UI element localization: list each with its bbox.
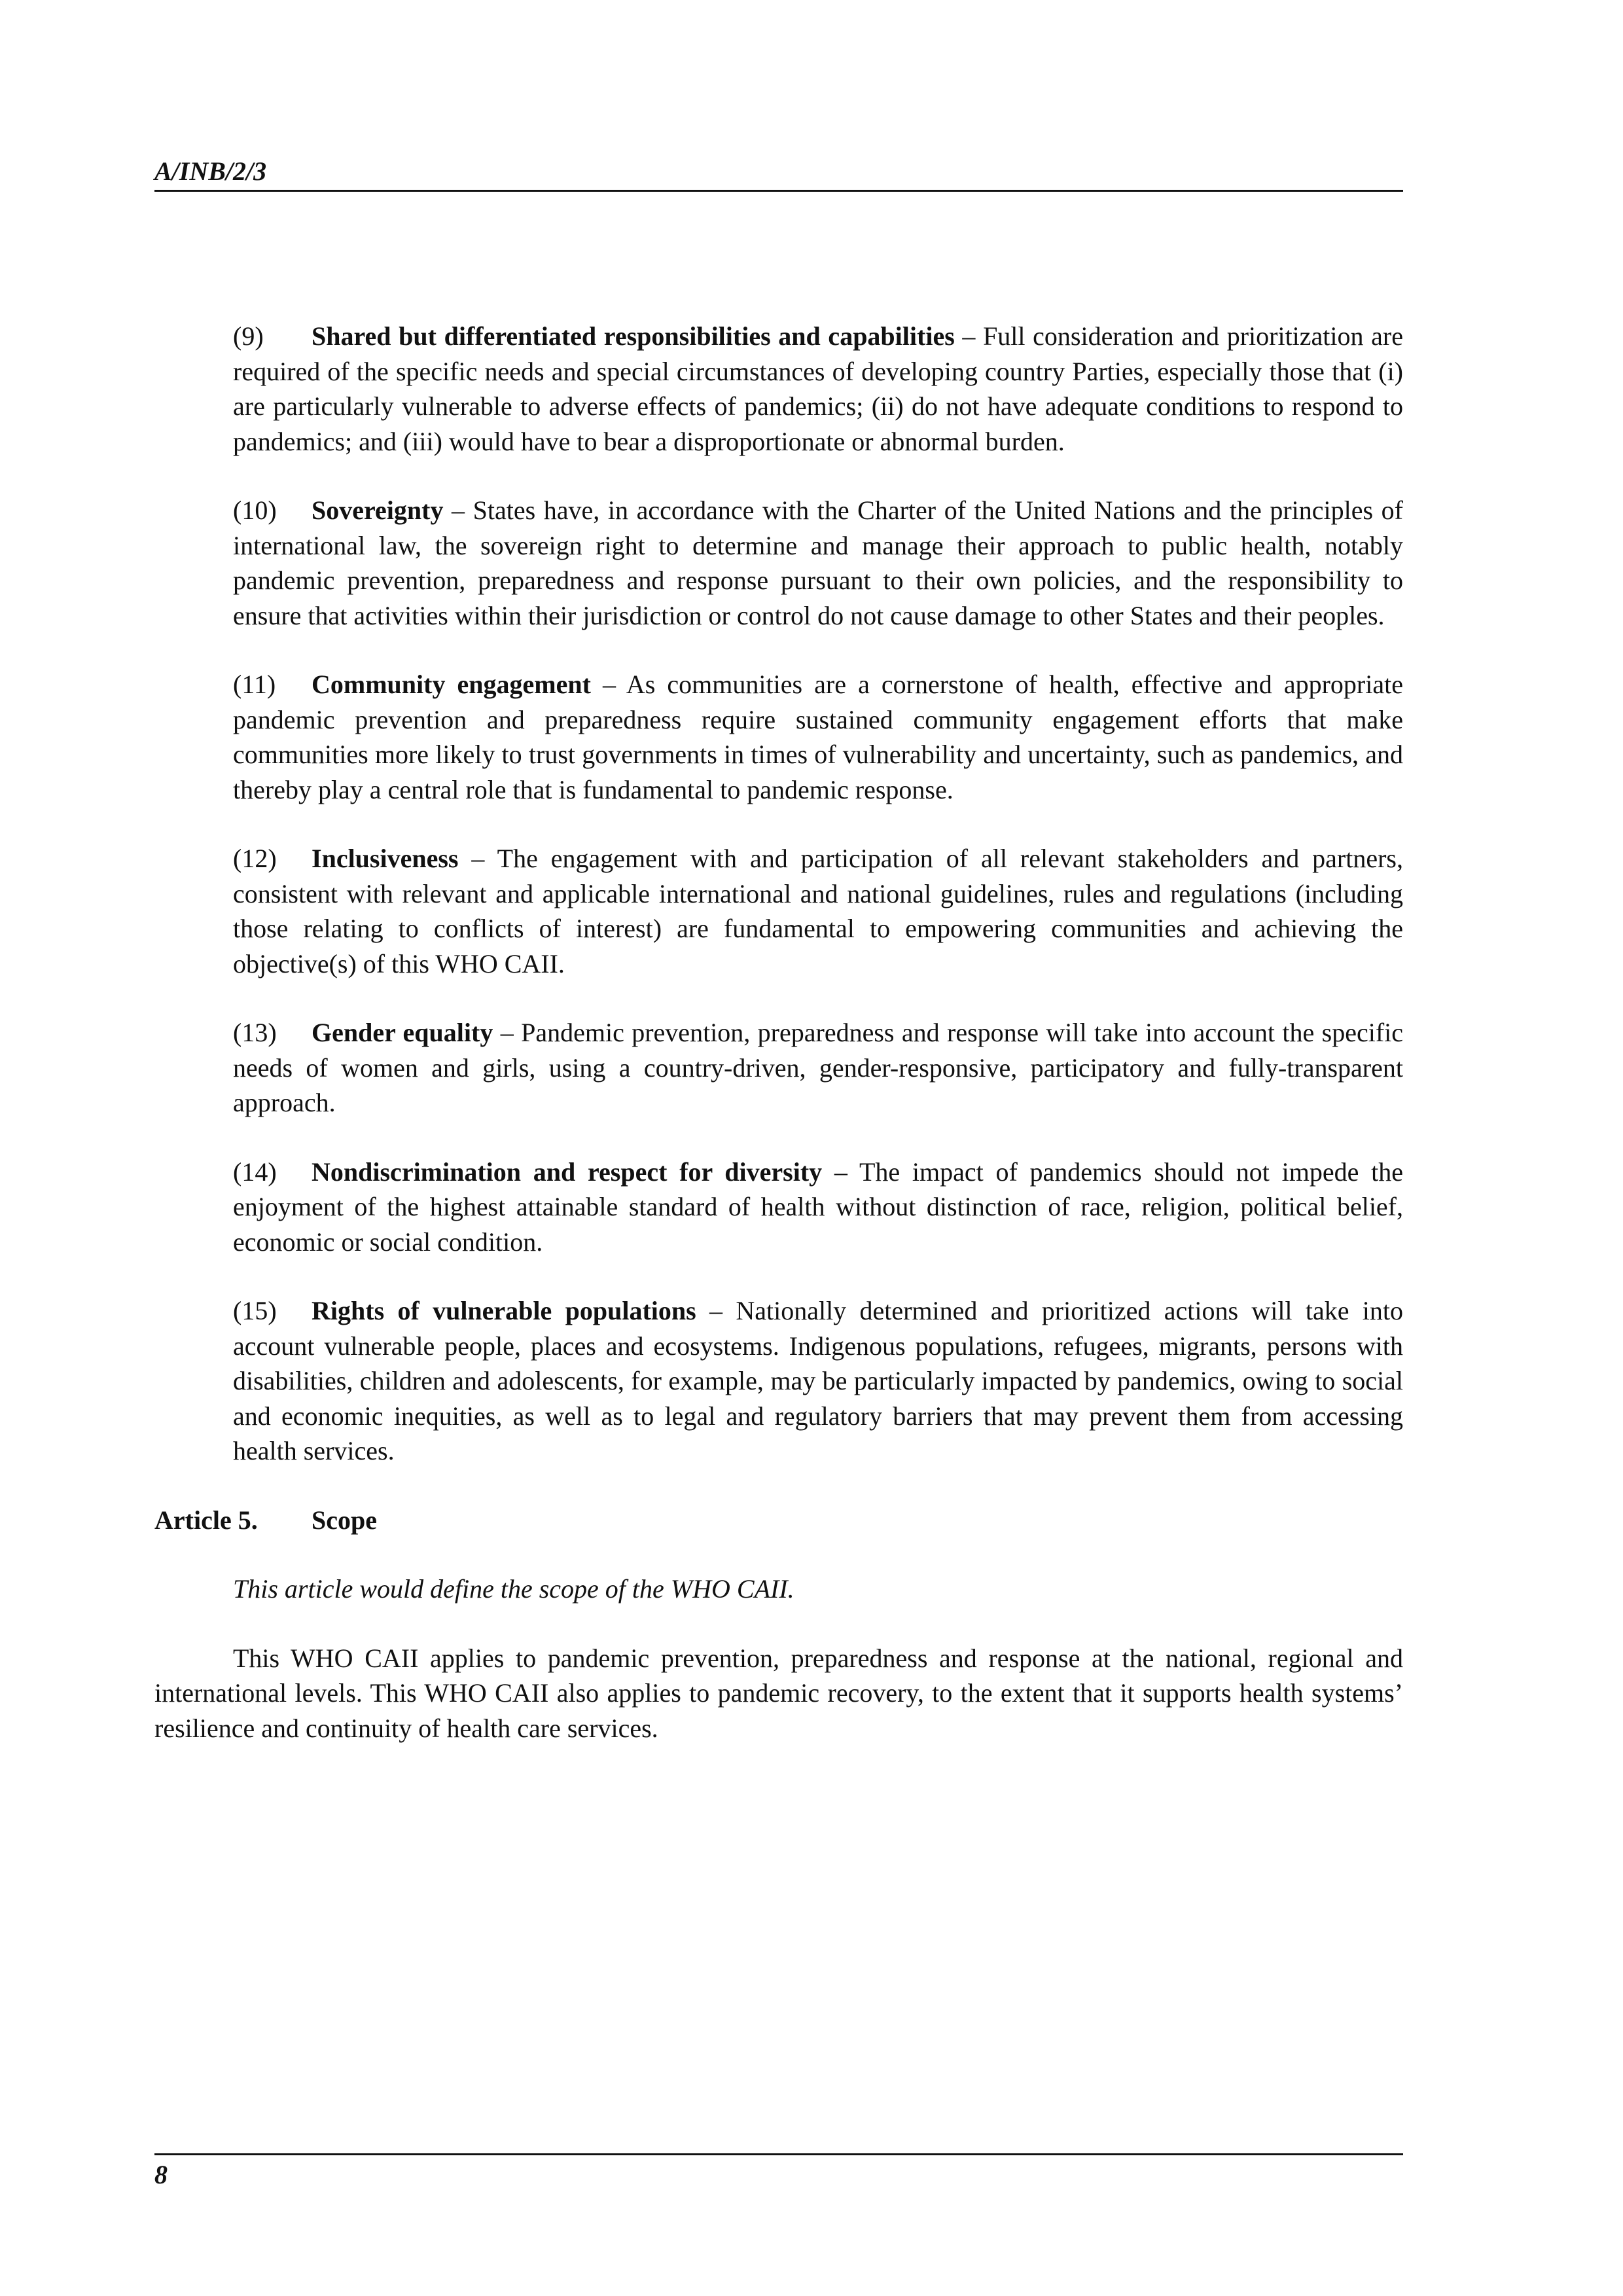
principle-title: Shared but differentiated responsibilities and capabilities [312,321,955,351]
principle-text: – Full consideration and prioritization are required of the specific needs and special circumstances of developing country Parties, especially those that (i) are particularly vulnerable to adverse effects of pandemics; (ii) do not have adequate conditions to respond to pandemics; and (iii) would have to bear a disproportionate or abnormal burden. [233,321,1403,456]
principle-text: – The impact of pandemics should not impede the enjoyment of the highest attainable standard of health without distinction of race, religion, political belief, economic or social condition. [233,1157,1403,1257]
principle-item [233,1293,1403,1469]
principle-title: Gender equality [312,1018,493,1047]
principle-item [233,1155,1403,1260]
header-rule [154,190,1403,192]
principle-title: Nondiscrimination and respect for diversity [312,1157,823,1187]
principle-number: (10) [233,495,277,525]
principle-text: – Pandemic prevention, preparedness and response will take into account the specific needs of women and girls, using a country-driven, gender-responsive, participatory and fully-transparent approach. [233,1018,1403,1117]
principle-item [233,1015,1403,1121]
article-heading [154,1503,1403,1538]
principle-number: (14) [233,1157,277,1187]
article-label: Article 5. [154,1505,258,1535]
article-note: This article would define the scope of the WHO CAII. [233,1574,794,1604]
principles-list [233,319,1403,1469]
principle-item [233,493,1403,633]
article-body: This WHO CAII applies to pandemic prevention, preparedness and response at the national, regional and international levels. This WHO CAII also applies to pandemic recovery, to the extent that it supports health systems’ resilience and continuity of health care services. [154,1643,1403,1743]
principle-item [233,319,1403,459]
principle-number: (11) [233,670,276,699]
principle-number: (12) [233,844,277,873]
principle-item [233,667,1403,807]
principle-title: Rights of vulnerable populations [312,1296,696,1325]
principle-text: – States have, in accordance with the Charter of the United Nations and the principles of international law, the sovereign right to determine and manage their approach to public health, notably pandemic prevention, preparedness and response pursuant to their own policies, and the responsibility to ensure that activities within their jurisdiction or control do not cause damage to other States and their peoples. [233,495,1403,630]
principle-text: – The engagement with and participation of all relevant stakeholders and partners, consistent with relevant and applicable international and national guidelines, rules and regulations (including those relating to conflicts of interest) are fundamental to empowering communities and achieving the objective(s) of this WHO CAII. [233,844,1403,978]
principle-number: (9) [233,321,264,351]
principle-item [233,841,1403,981]
principle-text: – Nationally determined and prioritized actions will take into account vulnerable people, places and ecosystems. Indigenous populations, refugees, migrants, persons with disabilities, children and adolescents, for example, may be particularly impacted by pandemics, owing to social and economic inequities, as well as to legal and regulatory barriers that may prevent them from accessing health services. [233,1296,1404,1465]
document-code: A/INB/2/3 [154,156,267,186]
footer-rule [154,2153,1403,2155]
page-number: 8 [154,2160,168,2189]
article-title: Scope [312,1505,377,1535]
principle-title: Community engagement [312,670,591,699]
principle-title: Sovereignty [312,495,444,525]
principle-title: Inclusiveness [312,844,459,873]
principle-text: – As communities are a cornerstone of health, effective and appropriate pandemic prevention and preparedness require sustained community engagement efforts that make communities more likely to trust governments in times of vulnerability and uncertainty, such as pandemics, and thereby play a central role that is fundamental to pandemic response. [233,670,1403,804]
principle-number: (13) [233,1018,277,1047]
document-body [154,319,1403,1746]
principle-number: (15) [233,1296,277,1325]
